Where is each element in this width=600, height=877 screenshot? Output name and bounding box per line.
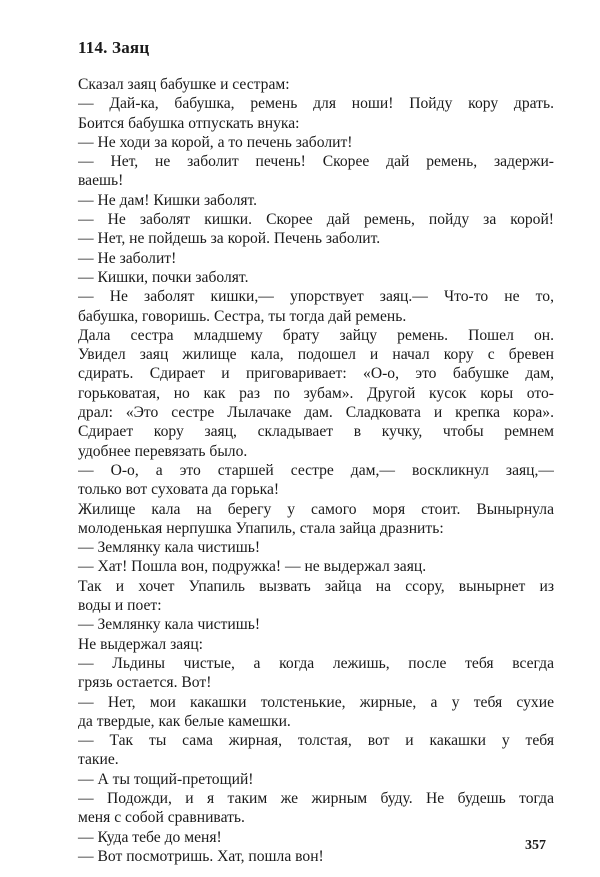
text-line: меня с собой сравнивать. [78,809,245,827]
text-line: Боится бабушка отпускать внука: [78,114,300,132]
text-line: — Землянку кала чистишь! [78,616,261,634]
text-line: драл: «Это сестре Лылачаке дам. Сладковата и крепка кора». [78,404,554,422]
text-line: — Дай-ка, бабушка, ремень для ноши! Пойду кору драть. [78,95,554,113]
text-line: удобнее перевязать было. [78,442,248,460]
text-line: — Льдины чистые, а когда лежишь, после тебя всегда [78,654,554,672]
text-line: Сдирает кору заяц, складывает в кучку, чтобы ремнем [78,423,554,441]
text-line: только вот суховата да горька! [78,481,280,499]
text-line: — Кишки, почки заболят. [78,268,249,286]
text-line: — Не заболят кишки,— упорствует заяц.— Что-то не то, [78,288,554,306]
text-line: Увидел заяц жилище кала, подошел и начал кору с бревен [78,346,554,364]
text-line: грязь остается. Вот! [78,674,212,692]
text-line: — Куда тебе до меня! [78,828,222,846]
story-title: 114. Заяц [78,38,150,57]
text-line: — Хат! Пошла вон, подружка! — не выдержал заяц. [78,558,427,576]
text-line: — Не ходи за корой, а то печень заболит! [78,133,353,151]
text-line: горьковатая, но как раз по зубам». Другой кусок коры ото- [78,384,554,402]
text-line: Не выдержал заяц: [78,635,204,653]
text-line: Так и хочет Упапиль вызвать зайца на ссору, вынырнет из [78,577,554,595]
text-line: — Не заболят кишки. Скорее дай ремень, пойду за корой! [78,211,554,229]
text-line: — Землянку кала чистишь! [78,539,261,557]
text-line: Жилище кала на берегу у самого моря стоит. Вынырнула [78,500,554,518]
text-line: сдирать. Сдирает и приговаривает: «О-о, это бабушке дам, [78,365,554,383]
text-line: такие. [78,751,119,769]
text-line: — А ты тощий-претощий! [78,770,254,788]
story-text [78,75,554,866]
page-number: 357 [525,838,546,853]
text-line: Дала сестра младшему брату зайцу ремень. Пошел он. [78,326,554,344]
text-line: ваешь! [78,172,124,190]
text-line: молоденькая нерпушка Упапиль, стала зайца дразнить: [78,519,444,537]
text-line: воды и поет: [78,597,162,615]
text-line: — О-о, а это старшей сестре дам,— воскликнул заяц,— [78,461,554,479]
text-line: — Вот посмотришь. Хат, пошла вон! [78,847,324,865]
text-line: бабушка, говоришь. Сестра, ты тогда дай ремень. [78,307,407,325]
text-line: — Не дам! Кишки заболят. [78,191,258,209]
text-line: — Не заболит! [78,249,177,267]
text-line: — Нет, не заболит печень! Скорее дай ремень, задержи- [78,153,554,171]
text-line: — Нет, мои какашки толстенькие, жирные, а у тебя сухие [78,693,554,711]
text-line: Сказал заяц бабушке и сестрам: [78,76,290,93]
text-line: — Нет, не пойдешь за корой. Печень заболит. [78,230,381,248]
text-line: да твердые, как белые камешки. [78,712,291,730]
text-line: — Так ты сама жирная, толстая, вот и какашки у тебя [78,732,554,750]
text-line: — Подожди, и я таким же жирным буду. Не будешь тогда [78,789,554,807]
